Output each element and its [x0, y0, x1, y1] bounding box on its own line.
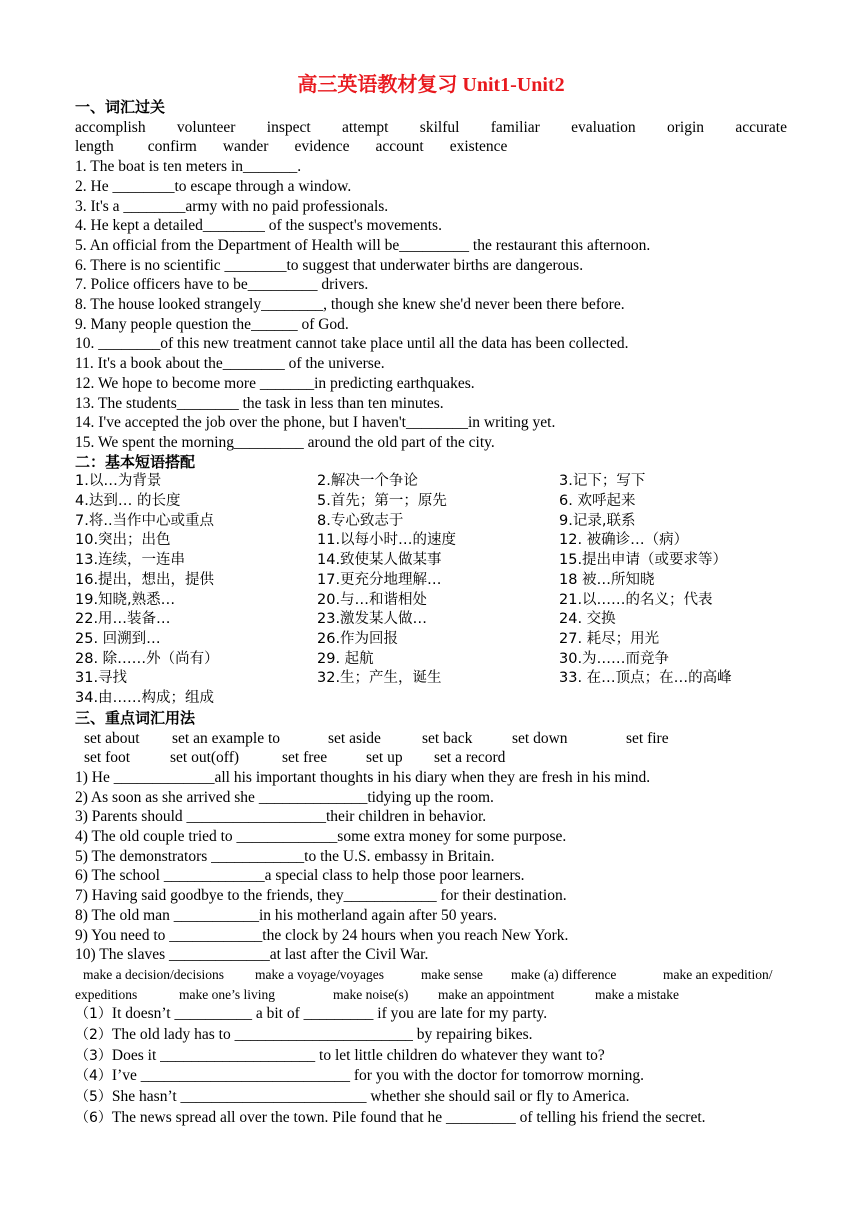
- phrase-item: 14.致使某人做某事: [317, 552, 442, 569]
- exercise-sentence: 10. ________of this new treatment cannot take place until all the data has been collected.: [75, 335, 629, 353]
- worksheet-page: [75, 72, 787, 1129]
- make-phrase: make an appointment: [438, 986, 555, 1002]
- item-number: （2）: [75, 1027, 112, 1044]
- exercise-sentence: 5. An official from the Department of Health will be_________ the restaurant this afternoon.: [75, 236, 651, 254]
- section-2-heading: 二：基本短语搭配: [75, 452, 196, 471]
- exercise-sentence: 2) As soon as she arrived she ______________tidying up the room.: [75, 788, 494, 806]
- vocab-row-2: [75, 137, 787, 157]
- phrase-item: 11.以每小时…的速度: [317, 532, 457, 549]
- phrase-item: 6. 欢呼起来: [559, 493, 636, 510]
- exercise-sentence: 11. It's a book about the________ of the universe.: [75, 355, 385, 373]
- sentence-text: The news spread all over the town. Pile found that he _________ of telling his friend the secret.: [111, 1108, 706, 1126]
- set-phrase-row-1: [75, 729, 787, 749]
- make-phrase: make (a) difference: [511, 966, 617, 982]
- exercise-sentence: 9) You need to ____________the clock by 24 hours when you reach New York.: [75, 926, 569, 944]
- exercise-sentence: 1) He _____________all his important thoughts in his diary when they are fresh in his mind.: [75, 768, 651, 786]
- exercise-sentence: 1. The boat is ten meters in_______.: [75, 158, 302, 176]
- exercise-sentence: 4. He kept a detailed________ of the suspect's movements.: [75, 217, 442, 235]
- phrase-item: 3.记下；写下: [559, 473, 646, 490]
- sentence-text: It doesn’t __________ a bit of _________ if you are late for my party.: [111, 1005, 548, 1023]
- exercise-sentence: [75, 1004, 787, 1025]
- phrase-item: 5.首先；第一；原先: [317, 493, 447, 510]
- exercise-sentence: [75, 1087, 787, 1108]
- make-phrase: make sense: [421, 966, 483, 982]
- exercise-sentence: 3) Parents should __________________their children in behavior.: [75, 808, 487, 826]
- exercise-sentence: 7. Police officers have to be_________ drivers.: [75, 276, 369, 294]
- phrase-item: 28. 除……外（尚有）: [75, 650, 219, 667]
- set-phrase: set about: [84, 729, 140, 747]
- vocab-word: familiar: [490, 118, 540, 136]
- exercise-sentence: 15. We spent the morning_________ around the old part of the city.: [75, 433, 495, 451]
- make-phrase: make a decision/decisions: [83, 966, 224, 982]
- vocab-word: accomplish: [75, 118, 146, 136]
- vocab-word: confirm: [147, 138, 197, 156]
- phrase-item: 12. 被确诊…（病）: [559, 532, 689, 549]
- phrase-item: 30.为……而竞争: [559, 650, 670, 667]
- phrase-item: 20.与…和谐相处: [317, 591, 428, 608]
- vocab-word: origin: [666, 118, 705, 136]
- phrase-item: 33. 在…顶点；在…的高峰: [559, 670, 732, 687]
- set-phrase: set out(off): [170, 749, 240, 767]
- sentence-text: The old lady has to _______________________ by repairing bikes.: [111, 1026, 533, 1044]
- phrase-item: 29. 起航: [317, 650, 374, 667]
- phrase-item: 34.由……构成；组成: [75, 690, 215, 707]
- phrase-item: 17.更充分地理解…: [317, 571, 442, 588]
- set-phrase: set fire: [626, 729, 669, 747]
- phrase-item: 16.提出，想出，提供: [75, 571, 215, 588]
- item-number: （4）: [75, 1068, 112, 1085]
- item-number: （1）: [75, 1006, 112, 1023]
- exercise-sentence: 4) The old couple tried to _____________some extra money for some purpose.: [75, 828, 567, 846]
- set-sentences: [75, 768, 787, 965]
- exercise-sentence: 5) The demonstrators ____________to the U.S. embassy in Britain.: [75, 847, 495, 865]
- exercise-sentence: 6. There is no scientific ________to suggest that underwater births are dangerous.: [75, 256, 584, 274]
- page-title: 高三英语教材复习 Unit1-Unit2: [297, 74, 565, 96]
- section-3-heading: 三、重点词汇用法: [75, 708, 196, 727]
- set-phrase: set free: [282, 749, 328, 767]
- make-sentences: [75, 1004, 787, 1128]
- exercise-sentence: [75, 1025, 787, 1046]
- set-phrase: set a record: [434, 749, 506, 767]
- exercise-sentence: 12. We hope to become more _______in predicting earthquakes.: [75, 374, 475, 392]
- make-phrase: make an expedition/: [663, 966, 773, 982]
- phrase-item: 25. 回溯到…: [75, 630, 161, 647]
- phrase-item: 26.作为回报: [317, 630, 399, 647]
- exercise-sentence: 3. It's a ________army with no paid professionals.: [75, 197, 389, 215]
- make-phrase: make noise(s): [333, 986, 409, 1002]
- exercise-sentence: [75, 1066, 787, 1087]
- vocab-word: account: [375, 138, 424, 156]
- set-phrase: set foot: [84, 749, 131, 767]
- make-phrase-row-1: [75, 965, 787, 985]
- phrase-item: 22.用…装备…: [75, 611, 171, 628]
- phrase-item: 10.突出；出色: [75, 532, 171, 549]
- make-phrase-row-2: [75, 985, 787, 1005]
- vocab-word: inspect: [266, 118, 311, 136]
- set-phrase: set down: [512, 729, 568, 747]
- phrase-item: 24. 交换: [559, 611, 616, 628]
- phrase-item: 19.知晓,熟悉…: [75, 591, 176, 608]
- set-phrase-row-2: [75, 748, 787, 768]
- vocab-word: attempt: [341, 118, 389, 136]
- set-phrase: set aside: [328, 729, 381, 747]
- phrase-item: 8.专心致志于: [317, 512, 404, 529]
- set-phrase: set an example to: [172, 729, 281, 747]
- phrase-item: 32.生；产生，诞生: [317, 670, 442, 687]
- phrase-item: 13.连续，一连串: [75, 552, 186, 569]
- vocab-sentences: [75, 157, 787, 453]
- exercise-sentence: 6) The school _____________a special class to help those poor learners.: [75, 867, 525, 885]
- vocab-word: skilful: [419, 118, 460, 136]
- make-phrase: make a voyage/voyages: [255, 966, 384, 982]
- exercise-sentence: [75, 1108, 787, 1129]
- sentence-text: She hasn’t ________________________ whether she should sail or fly to America.: [111, 1088, 630, 1106]
- vocab-word: volunteer: [176, 118, 236, 136]
- exercise-sentence: 2. He ________to escape through a window.: [75, 177, 352, 195]
- vocab-word: evaluation: [571, 118, 636, 136]
- exercise-sentence: 13. The students________ the task in less than ten minutes.: [75, 394, 444, 412]
- item-number: （5）: [75, 1089, 112, 1106]
- phrase-item: 23.激发某人做…: [317, 611, 428, 628]
- exercise-sentence: 7) Having said goodbye to the friends, they____________ for their destination.: [75, 887, 567, 905]
- item-number: （6）: [75, 1109, 112, 1126]
- make-phrase: expeditions: [75, 986, 138, 1002]
- sentence-text: I’ve ___________________________ for you with the doctor for tomorrow morning.: [111, 1067, 645, 1085]
- exercise-sentence: 14. I've accepted the job over the phone, but I haven't________in writing yet.: [75, 414, 556, 432]
- exercise-sentence: 8) The old man ___________in his motherland again after 50 years.: [75, 906, 497, 924]
- set-phrase: set up: [366, 749, 403, 767]
- set-phrase: set back: [422, 729, 473, 747]
- exercise-sentence: 10) The slaves _____________at last after the Civil War.: [75, 946, 429, 964]
- exercise-sentence: [75, 1046, 787, 1067]
- make-phrase: make one’s living: [179, 986, 275, 1002]
- phrase-item: 27. 耗尽；用光: [559, 630, 660, 647]
- vocab-word: length: [75, 138, 114, 156]
- phrase-item: 31.寻找: [75, 670, 128, 687]
- phrase-item: 7.将..当作中心或重点: [75, 512, 215, 529]
- section-1-heading: 一、词汇过关: [75, 98, 166, 116]
- phrase-item: 9.记录,联系: [559, 512, 636, 529]
- phrase-item: 15.提出申请（或要求等）: [559, 552, 728, 569]
- vocab-word: existence: [449, 138, 508, 156]
- make-phrase: make a mistake: [595, 986, 679, 1002]
- phrase-item: 1.以…为背景: [75, 473, 162, 490]
- phrase-grid: [75, 472, 787, 708]
- vocab-word: wander: [222, 138, 269, 156]
- phrase-item: 4.达到… 的长度: [75, 493, 181, 510]
- vocab-row-1: [75, 118, 787, 138]
- phrase-item: 2.解决一个争论: [317, 473, 418, 490]
- phrase-item: 18 被…所知晓: [559, 571, 655, 588]
- item-number: （3）: [75, 1047, 112, 1064]
- sentence-text: Does it ____________________ to let little children do whatever they want to?: [111, 1046, 605, 1064]
- exercise-sentence: 8. The house looked strangely________, though she knew she'd never been there before.: [75, 296, 625, 314]
- exercise-sentence: 9. Many people question the______ of God.: [75, 315, 349, 333]
- phrase-item: 21.以……的名义；代表: [559, 591, 713, 608]
- vocab-word: accurate: [735, 118, 787, 136]
- vocab-word: evidence: [294, 138, 350, 156]
